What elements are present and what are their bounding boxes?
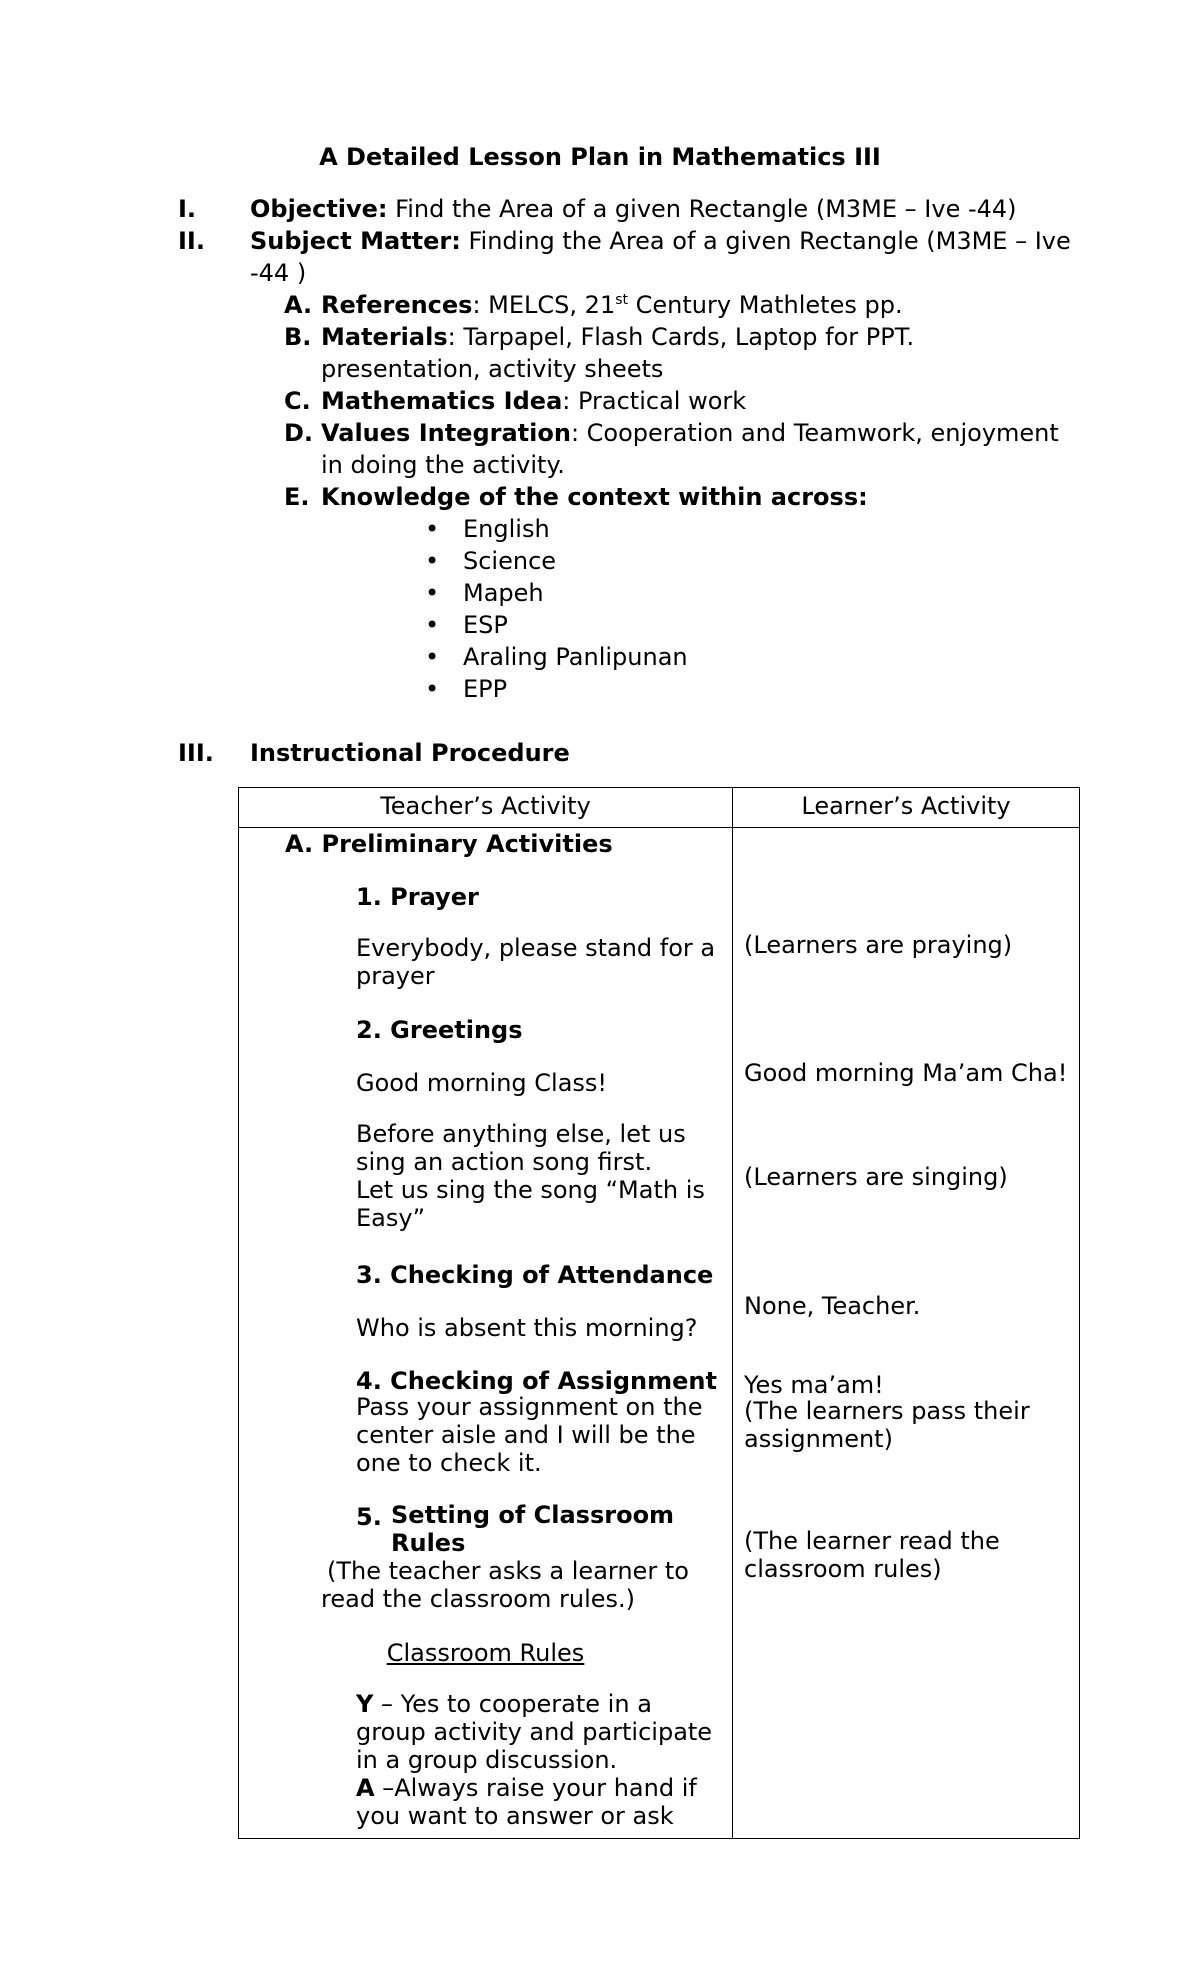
assignment-text: Pass your assignment on the center aisle and I will be the one to check it. [356, 1393, 703, 1477]
bullet-icon: • [425, 675, 440, 703]
rules-heading-num: 5. [356, 1503, 382, 1531]
objective-label: Objective: [250, 195, 388, 223]
bullet-icon: • [425, 547, 440, 575]
bullet-icon: • [425, 579, 440, 607]
materials-letter: B. [284, 323, 312, 351]
rule-y: Y – Yes to cooperate in a group activity and participate in a group discussion. [356, 1690, 713, 1774]
math-idea-line: Mathematics Idea: Practical work [321, 387, 747, 415]
prayer-heading: 1. Prayer [356, 883, 479, 911]
values-letter: D. [284, 419, 314, 447]
page-title: A Detailed Lesson Plan in Mathematics III [319, 143, 881, 171]
bullet-icon: • [425, 611, 440, 639]
prayer-text: Everybody, please stand for a prayer [356, 934, 716, 990]
teacher-activity-cell [239, 828, 733, 1839]
bullet-icon: • [425, 515, 440, 543]
song-text: Before anything else, let us sing an action song first. [356, 1120, 686, 1176]
knowledge-label: Knowledge of the context within across: [321, 483, 868, 511]
subject-item-esp: ESP [463, 611, 508, 639]
learner-singing: (Learners are singing) [744, 1163, 1008, 1191]
subject-item-science: Science [463, 547, 557, 575]
header-teacher: Teacher’s Activity [239, 788, 733, 828]
subject-item-english: English [463, 515, 550, 543]
math-idea-label: Mathematics Idea [321, 387, 563, 415]
values-line2: in doing the activity. [321, 451, 565, 479]
references-label: References [321, 291, 473, 319]
knowledge-letter: E. [284, 483, 310, 511]
song-text-2: Let us sing the song “Math is Easy” [356, 1176, 705, 1232]
rules-text: (The teacher asks a learner to read the classroom rules.) [321, 1557, 689, 1613]
values-line: Values Integration: Cooperation and Teamwork, enjoyment [321, 419, 1059, 447]
values-label: Values Integration [321, 419, 571, 447]
learner-greeting: Good morning Ma’am Cha! [744, 1059, 1068, 1087]
subject-matter-line [250, 225, 1080, 257]
objective-text: Find the Area of a given Rectangle (M3ME – Ive -44) [387, 195, 1017, 223]
subject-matter-line2: -44 ) [250, 259, 307, 287]
subject-item-epp: EPP [463, 675, 508, 703]
classroom-rules-title: Classroom Rules [386, 1639, 585, 1667]
references-letter: A. [284, 291, 313, 319]
subject-matter-label: Subject Matter: [250, 227, 461, 255]
greetings-heading: 2. Greetings [356, 1016, 523, 1044]
learner-assignment-1: Yes ma’am! [744, 1371, 884, 1399]
math-idea-letter: C. [284, 387, 311, 415]
subject-matter-text: Finding the Area of a given Rectangle (M3ME – Ive [460, 227, 1071, 255]
objective-line [250, 193, 1080, 225]
subject-item-ap: Araling Panlipunan [463, 643, 688, 671]
learner-activity-cell [733, 828, 1080, 1839]
subject-item-mapeh: Mapeh [463, 579, 544, 607]
header-learner: Learner’s Activity [733, 788, 1080, 828]
greetings-text: Good morning Class! [356, 1069, 608, 1097]
materials-line: Materials: Tarpapel, Flash Cards, Laptop for PPT. [321, 323, 915, 351]
rules-heading: Setting of Classroom Rules [391, 1501, 675, 1557]
procedure-label: Instructional Procedure [250, 739, 570, 767]
procedure-table [238, 787, 1080, 1839]
learner-attendance: None, Teacher. [744, 1292, 921, 1320]
learner-prayer: (Learners are praying) [744, 931, 1013, 959]
objective-numeral: I. [178, 195, 197, 223]
attendance-heading: 3. Checking of Attendance [356, 1261, 714, 1289]
subject-matter-numeral: II. [178, 227, 205, 255]
attendance-text: Who is absent this morning? [356, 1314, 698, 1342]
learner-assignment-2: (The learners pass their assignment) [744, 1397, 1030, 1453]
references-line: References: MELCS, 21st Century Mathletes pp. [321, 291, 903, 319]
bullet-icon: • [425, 643, 440, 671]
learner-rules: (The learner read the classroom rules) [744, 1527, 1000, 1583]
materials-label: Materials [321, 323, 448, 351]
section-heading: A. Preliminary Activities [285, 830, 613, 858]
materials-line2: presentation, activity sheets [321, 355, 664, 383]
procedure-numeral: III. [178, 739, 214, 767]
assignment-heading: 4. Checking of Assignment [356, 1367, 717, 1395]
rule-a: A –Always raise your hand if you want to answer or ask [356, 1774, 697, 1830]
